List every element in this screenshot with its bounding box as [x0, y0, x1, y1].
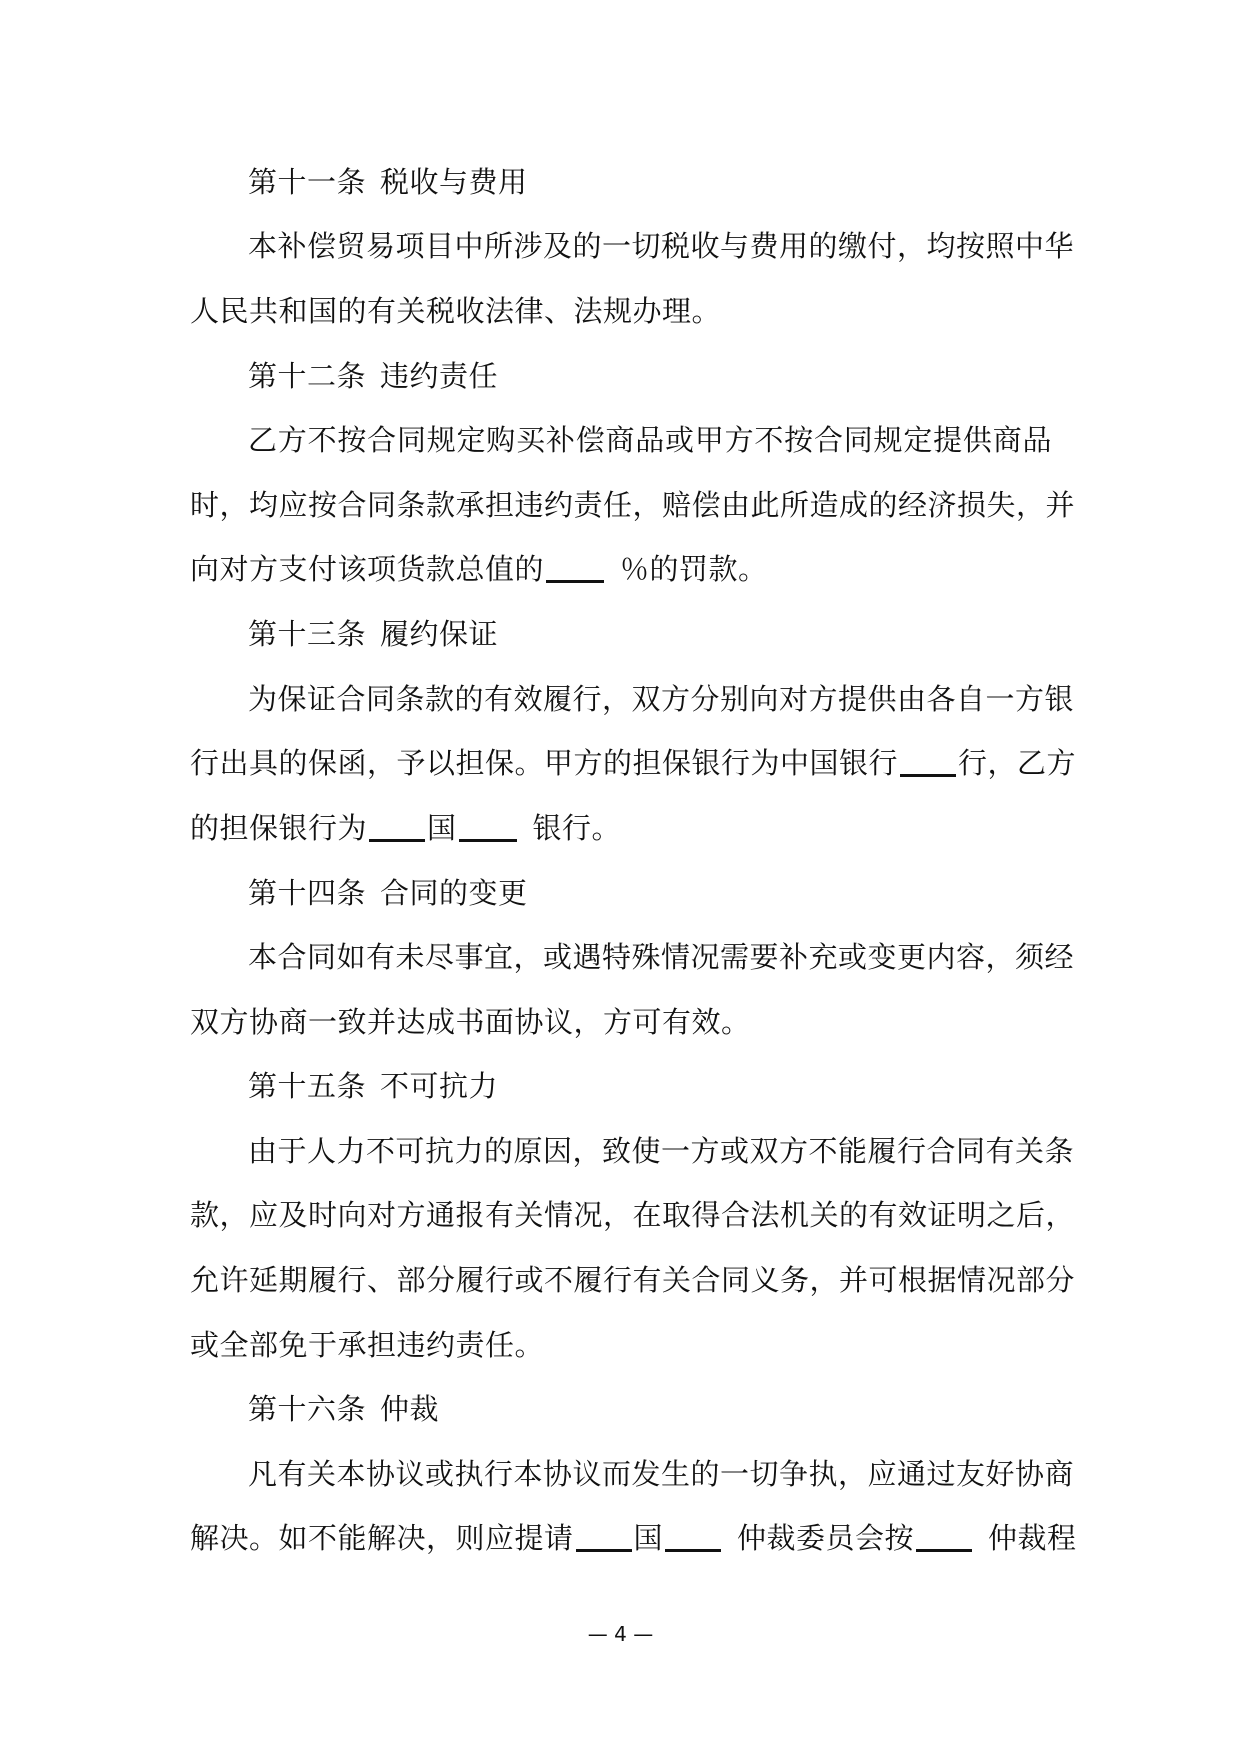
arbitration-rules-blank [916, 1519, 972, 1552]
article-15-text-line-2: 款，应及时向对方通报有关情况，在取得合法机关的有效证明之后， [190, 1198, 1076, 1232]
article-13-text-line-3 [190, 808, 621, 848]
article-14-text-line-2: 双方协商一致并达成书面协议，方可有效。 [190, 1005, 751, 1039]
article-11-text-line-2: 人民共和国的有关税收法律、法规办理。 [190, 294, 722, 328]
article-15-text-line-1: 由于人力不可抗力的原因，致使一方或双方不能履行合同有关条 [248, 1134, 1075, 1168]
text-fragment: 行出具的保函，予以担保。甲方的担保银行为中国银行 [190, 746, 899, 780]
article-16-text-line-1: 凡有关本协议或执行本协议而发生的一切争执，应通过友好协商 [248, 1457, 1075, 1491]
text-fragment: 国 [633, 1521, 664, 1555]
article-11-text-line-1: 本补偿贸易项目中所涉及的一切税收与费用的缴付，均按照中华 [248, 229, 1075, 263]
article-12-text-line-2: 时，均应按合同条款承担违约责任，赔偿由此所造成的经济损失，并 [190, 488, 1076, 522]
arbitration-country-blank [576, 1519, 632, 1552]
article-number: 第十六条 [248, 1392, 367, 1426]
article-title: 不可抗力 [380, 1069, 499, 1103]
article-12-heading [248, 356, 498, 396]
article-title: 税收与费用 [380, 165, 528, 199]
article-16-text-line-2 [190, 1518, 1077, 1558]
article-15-text-line-3: 允许延期履行、部分履行或不履行有关合同义务，并可根据情况部分 [190, 1263, 1076, 1297]
party-b-country-blank [369, 809, 425, 842]
article-15-heading [248, 1066, 498, 1106]
text-fragment: ％的罚款。 [620, 552, 768, 586]
article-title: 履约保证 [380, 617, 499, 651]
article-title: 仲裁 [380, 1392, 440, 1426]
text-fragment: 向对方支付该项货款总值的 [190, 552, 545, 586]
article-title: 违约责任 [380, 359, 499, 393]
article-number: 第十三条 [248, 617, 367, 651]
article-16-heading [248, 1389, 439, 1429]
party-a-bank-blank [900, 744, 956, 777]
article-14-heading [248, 873, 528, 913]
text-fragment: 国 [427, 811, 457, 845]
text-fragment: 行，乙方 [958, 746, 1077, 780]
article-12-text-line-1: 乙方不按合同规定购买补偿商品或甲方不按合同规定提供商品 [248, 423, 1052, 457]
article-number: 第十一条 [248, 165, 367, 199]
article-12-text-line-3 [190, 549, 768, 589]
text-fragment: 的担保银行为 [190, 811, 368, 845]
article-11-heading [248, 162, 528, 202]
party-b-bank-blank [459, 809, 517, 842]
article-13-text-line-1: 为保证合同条款的有效履行，双方分别向对方提供由各自一方银 [248, 682, 1075, 716]
text-fragment: 银行。 [532, 811, 622, 845]
article-title: 合同的变更 [380, 876, 528, 910]
arbitration-commission-blank [665, 1519, 721, 1552]
article-14-text-line-1: 本合同如有未尽事宜，或遇特殊情况需要补充或变更内容，须经 [248, 940, 1075, 974]
article-13-heading [248, 614, 498, 654]
page-number: — 4 — [587, 1622, 654, 1646]
article-13-text-line-2 [190, 743, 1076, 783]
text-fragment: 仲裁程 [988, 1521, 1077, 1555]
penalty-percent-blank [546, 550, 604, 583]
article-15-text-line-4: 或全部免于承担违约责任。 [190, 1328, 545, 1362]
article-number: 第十五条 [248, 1069, 367, 1103]
article-number: 第十二条 [248, 359, 367, 393]
article-number: 第十四条 [248, 876, 367, 910]
text-fragment: 解决。如不能解决，则应提请 [190, 1521, 574, 1555]
text-fragment: 仲裁委员会按 [737, 1521, 915, 1555]
